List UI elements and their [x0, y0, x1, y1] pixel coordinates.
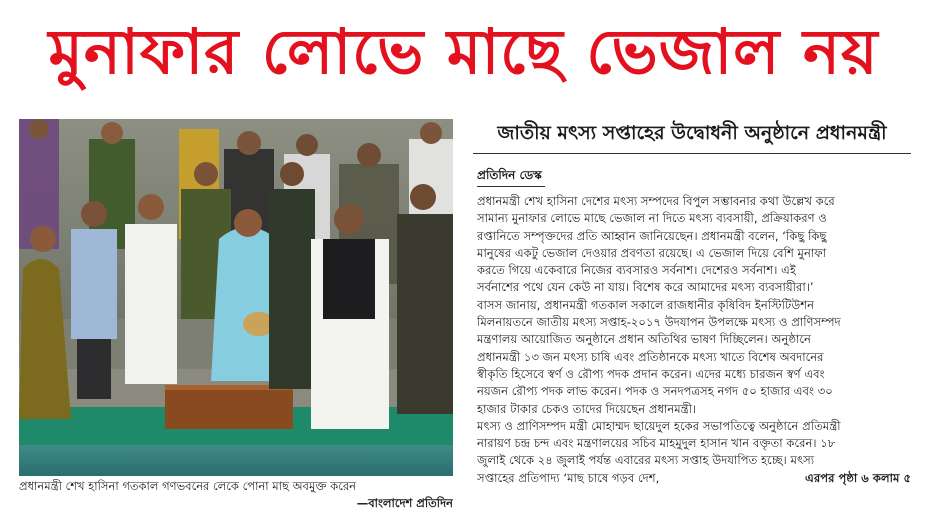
caption-text: প্রধানমন্ত্রী শেখ হাসিনা গতকাল গণভবনের লেকে পোনা মাছ অবমুক্ত করেন — [19, 479, 357, 493]
body-line: মন্ত্রণালয় আয়োজিত অনুষ্ঠানে প্রধান অতিথির ভাষণ দিচ্ছিলেন। অনুষ্ঠানে — [477, 332, 811, 347]
body-last-line — [477, 470, 911, 487]
body-line: নয়জন রৌপ্য পদক লাভ করেন। পদক ও সনদপত্রসহ নগদ ৫০ হাজার এবং ৩০ — [477, 384, 833, 399]
article-body — [477, 193, 911, 523]
body-line: সামান্য মুনাফার লোভে মাছে ভেজাল না দিতে মৎস্য ব্যবসায়ী, প্রক্রিয়াকরণ ও — [477, 211, 827, 226]
body-line: সর্বনাশের পথে যেন কেউ না যায়। বিশেষ করে আমাদের মৎস্য ব্যবসায়ীরা।’ — [477, 280, 814, 295]
body-line: সপ্তাহের প্রতিপাদ্য ‘মাছ চাষে গড়ব দেশ, — [477, 470, 660, 485]
desk-byline: প্রতিদিন ডেস্ক — [477, 168, 542, 182]
body-line: নারায়ণ চন্দ্র চন্দ এবং মন্ত্রণালয়ের সচিব মাহমুদুল হাসান খান বক্তৃতা করেন। ১৮ — [477, 436, 836, 451]
headline: মুনাফার লোভে মাছে ভেজাল নয় — [48, 14, 879, 88]
caption-credit: —বাংলাদেশ প্রতিদিন — [356, 496, 453, 510]
subheadline: জাতীয় মৎস্য সপ্তাহের উদ্বোধনী অনুষ্ঠানে প্রধানমন্ত্রী — [473, 116, 911, 154]
body-line: মানুষের একটু ভেজাল দেওয়ার প্রবণতা রয়েছে। এ ভেজাল দিয়ে বেশি মুনাফা — [477, 245, 827, 260]
body-line: প্রধানমন্ত্রী ১৩ জন মৎস্য চাষি এবং প্রতিষ্ঠানকে মৎস্য খাতে বিশেষ অবদানের — [477, 349, 824, 364]
body-line: জুলাই থেকে ২৪ জুলাই পর্যন্ত এবারের মৎস্য সপ্তাহ উদযাপিত হচ্ছে। মৎস্য — [477, 453, 815, 468]
body-line: স্বীকৃতি হিসেবে স্বর্ণ ও রৌপ্য পদক প্রদান করেন। এদের মধ্যে চারজন স্বর্ণ এবং — [477, 366, 825, 381]
continuation-jump[interactable]: এরপর পৃষ্ঠা ৬ কলাম ৫ — [805, 470, 911, 485]
body-line: মৎস্য ও প্রাণিসম্পদ মন্ত্রী মোহাম্মদ ছায়েদুল হকের সভাপতিত্বে অনুষ্ঠানে প্রতিমন্ত্রী — [477, 418, 841, 433]
body-line: করতে গিয়ে একেবারে নিজের ব্যবসারও সর্বনাশ। দেশেরও সর্বনাশ। এই — [477, 263, 796, 278]
body-line: বাসস জানায়, প্রধানমন্ত্রী গতকাল সকালে রাজধানীর কৃষিবিদ ইনস্টিটিউশন — [477, 297, 815, 312]
body-line: হাজার টাকার চেকও তাদের দিয়েছেন প্রধানমন্ত্রী। — [477, 401, 697, 416]
body-line: রপ্তানিতে সম্পৃক্তদের প্রতি আহ্বান জানিয়েছেন। প্রধানমন্ত্রী বলেন, ‘কিছু কিছু — [477, 228, 827, 243]
body-line: প্রধানমন্ত্রী শেখ হাসিনা দেশের মৎস্য সম্পদের বিপুল সম্ভাবনার কথা উল্লেখ করে — [477, 194, 835, 208]
byline-rule — [477, 186, 545, 187]
body-line: মিলনায়তনে জাতীয় মৎস্য সপ্তাহ-২০১৭ উদযাপন উপলক্ষে মৎস্য ও প্রাণিসম্পদ — [477, 315, 841, 330]
photo-caption — [19, 478, 453, 526]
news-photo — [19, 119, 453, 476]
